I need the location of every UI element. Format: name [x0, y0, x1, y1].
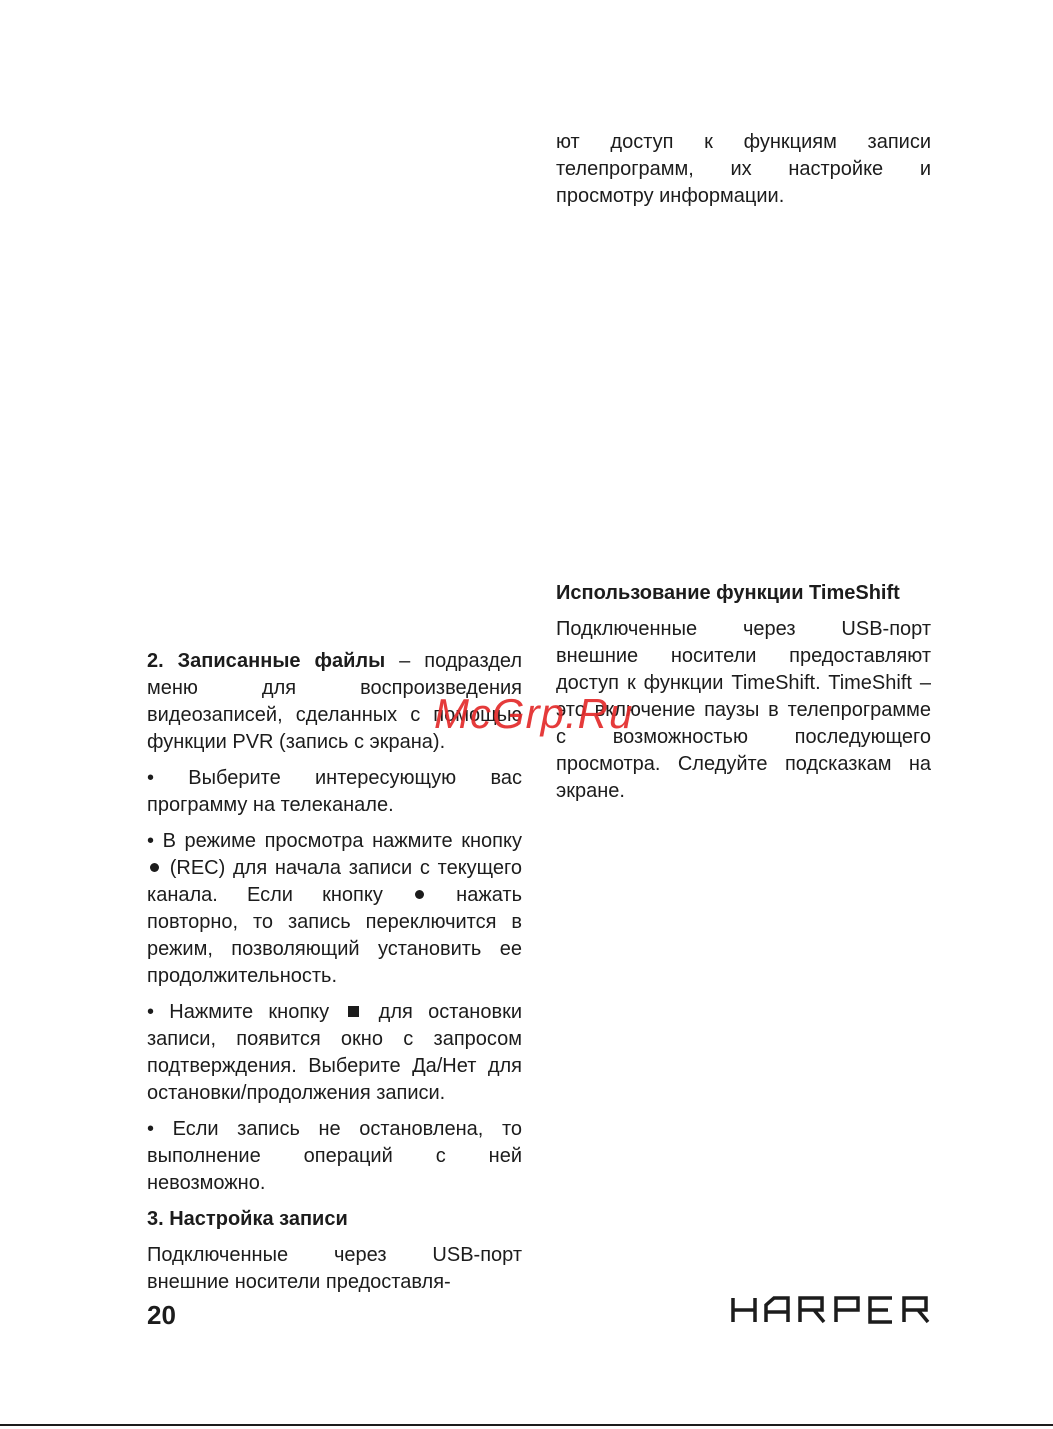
rec-bullet-text-a: • В режиме просмотра нажмите кнопку — [147, 830, 522, 852]
record-dot-icon — [415, 890, 424, 899]
timeshift-paragraph: Подключенные через USB-порт внешние носители предоставляют доступ к функции TimeShift. TimeShift – это включение паузы в телепрограмме с возможностью последующего просмотра. Следуйте подсказкам на экране. — [556, 618, 931, 802]
watermark: McGrp.Ru — [434, 690, 634, 737]
right-column-top — [556, 129, 931, 219]
select-program-bullet: • Выберите интересующую вас программу на телеканале. — [147, 767, 522, 816]
rec-bullet-text-c: нажать повторно, то запись переключится в режим, позволяющий установить ее продолжительность. — [147, 884, 522, 987]
page-number: 20 — [147, 1300, 176, 1330]
stop-bullet-text-b: для остановки записи, появится окно с запросом подтверждения. Выберите Да/Нет для остановки/продолжения записи. — [147, 1001, 522, 1104]
record-dot-icon — [150, 863, 159, 872]
record-settings-paragraph: Подключенные через USB-порт внешние носители предоставля- — [147, 1244, 522, 1293]
continued-paragraph: ют доступ к функциям записи телепрограмм, их настройке и просмотру информации. — [556, 131, 931, 207]
recorded-files-text: – подраздел меню для воспроизведения видеозаписей, сделанных с помощью функции PVR (запись с экрана). — [147, 650, 522, 753]
stop-square-icon — [348, 1006, 359, 1017]
rec-button-bullet — [147, 828, 522, 990]
record-settings-heading: 3. Настройка записи — [147, 1208, 348, 1230]
stop-button-bullet — [147, 999, 522, 1107]
bottom-rule — [0, 1424, 1053, 1426]
harper-logo — [730, 1295, 930, 1325]
recorded-files-title: 2. Записанные файлы — [147, 650, 386, 672]
timeshift-heading: Использование функции TimeShift — [556, 582, 900, 604]
not-stopped-bullet: • Если запись не остановлена, то выполнение операций с ней невозможно. — [147, 1118, 522, 1194]
stop-bullet-text-a: • Нажмите кнопку — [147, 1001, 345, 1023]
rec-bullet-text-b: (REC) для начала записи с текущего канала. Если кнопку — [147, 857, 522, 906]
left-column — [147, 648, 522, 1305]
